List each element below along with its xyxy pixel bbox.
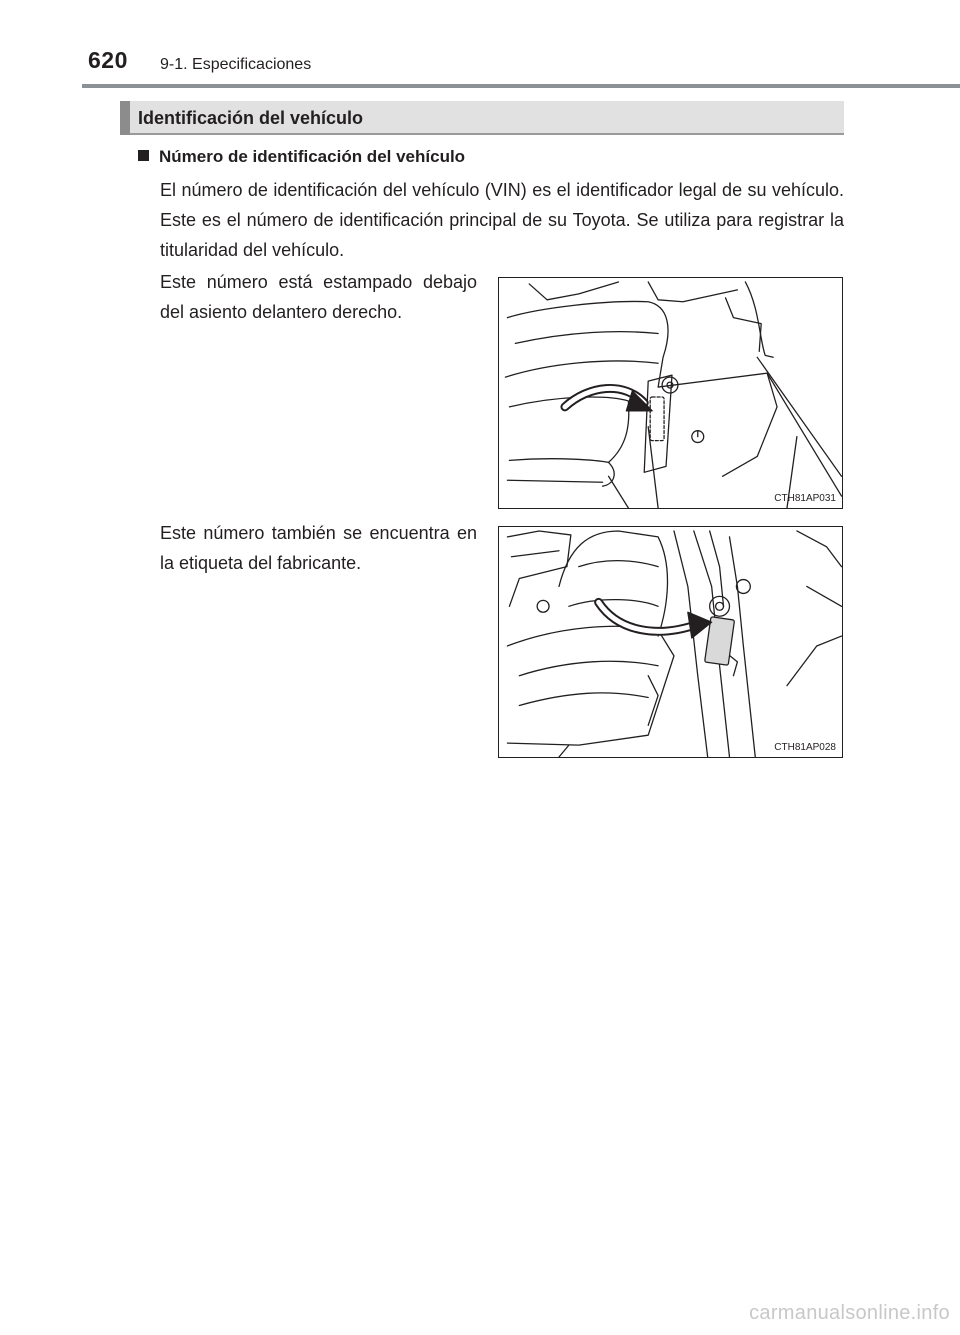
intro-paragraph: El número de identificación del vehículo (VIN) es el identificador legal de su vehículo. Este es el número de identificación principal de su Toyota. Se utiliza para registrar la titularidad del vehículo. [160,180,844,260]
figure-under-seat [498,277,843,509]
subsection-heading-text: Número de identificación del vehículo [159,147,466,166]
square-bullet-icon [138,150,149,161]
footer-watermark[interactable]: carmanualsonline.info [749,1302,950,1324]
page-number: 620 [88,47,128,73]
figure-code: CTH81AP028 [774,742,836,753]
label-vin-illustration [499,527,842,757]
figure-code: CTH81AP031 [774,493,836,504]
header-rule [82,84,960,88]
seat-vin-illustration [499,278,842,508]
section-title-accent [120,101,130,135]
section-title-bar [120,101,844,135]
subsection-heading [138,145,465,169]
figure-door-pillar [498,526,843,758]
location-paragraph-seat: Este número está estampado debajo del asiento delantero derecho. [160,272,477,322]
section-title: Identificación del vehículo [138,108,364,128]
section-path: 9-1. Especificaciones [160,56,312,73]
location-paragraph-label: Este número también se encuentra en la etiqueta del fabricante. [160,523,477,573]
